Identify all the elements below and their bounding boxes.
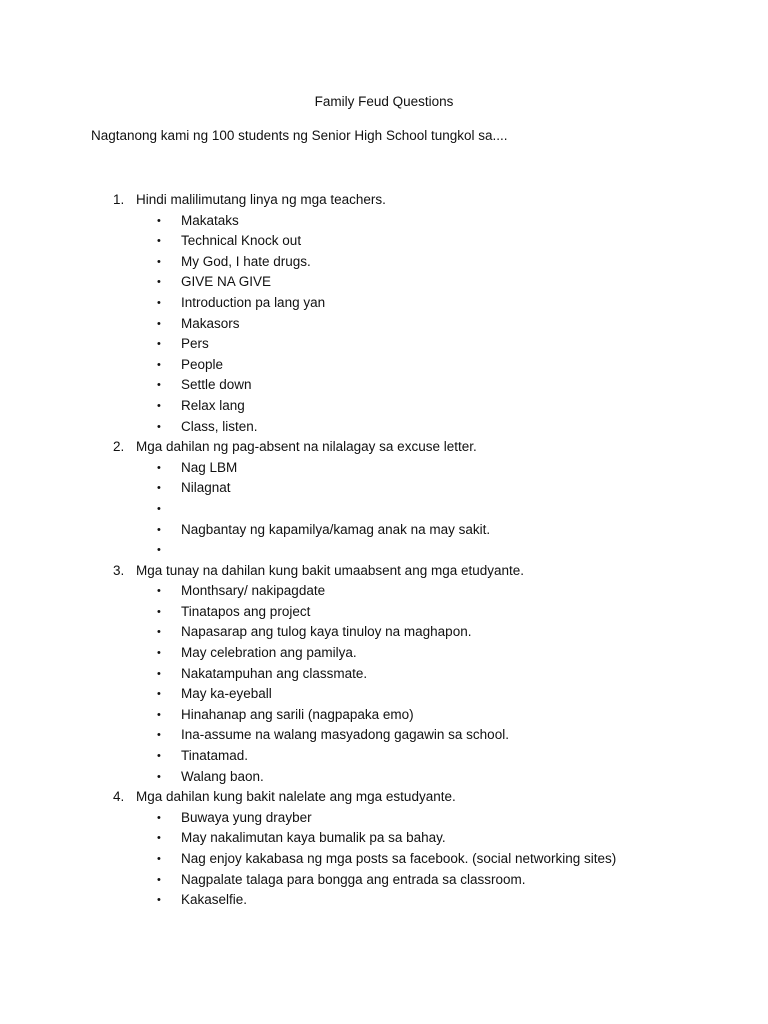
question-item	[0, 190, 768, 437]
answer-item	[0, 581, 768, 602]
question-list	[0, 190, 768, 911]
answer-item	[0, 684, 768, 705]
answer-item	[0, 478, 768, 499]
bullet-icon: •	[157, 667, 161, 680]
answer-text: Introduction pa lang yan	[181, 294, 326, 310]
answer-item	[0, 355, 768, 376]
answer-item	[0, 705, 768, 726]
bullet-icon: •	[157, 647, 161, 660]
bullet-icon: •	[157, 544, 161, 557]
bullet-icon: •	[157, 482, 161, 495]
answer-item	[0, 808, 768, 829]
answer-text: Technical Knock out	[181, 233, 302, 249]
answer-text: May ka-eyeball	[181, 686, 272, 702]
bullet-icon: •	[157, 461, 161, 474]
question-number: 3.	[113, 562, 125, 578]
answer-item	[0, 375, 768, 396]
answer-text: Pers	[181, 336, 209, 352]
bullet-icon: •	[157, 420, 161, 433]
answer-text: GIVE NA GIVE	[181, 274, 272, 290]
answer-item	[0, 643, 768, 664]
question-text: Mga dahilan kung bakit nalelate ang mga estudyante.	[136, 789, 456, 805]
question-item	[0, 787, 768, 911]
question-item	[0, 561, 768, 788]
answer-item	[0, 622, 768, 643]
answer-item	[0, 890, 768, 911]
answer-item	[0, 725, 768, 746]
answer-text: Tinatapos ang project	[181, 603, 311, 619]
question-line	[0, 437, 768, 458]
answer-item	[0, 293, 768, 314]
bullet-icon: •	[157, 317, 161, 330]
answer-list	[0, 458, 768, 561]
answer-item	[0, 211, 768, 232]
answer-text: Class, listen.	[181, 418, 258, 434]
bullet-icon: •	[157, 853, 161, 865]
answer-item	[0, 870, 768, 891]
bullet-icon: •	[157, 605, 161, 618]
answer-item	[0, 746, 768, 767]
bullet-icon: •	[157, 894, 161, 907]
answer-text: Makataks	[181, 212, 239, 228]
answer-text: Makasors	[181, 315, 240, 331]
bullet-icon: •	[157, 399, 161, 412]
answer-item	[0, 458, 768, 479]
question-line	[0, 190, 768, 211]
answer-item	[0, 252, 768, 273]
question-number: 4.	[113, 789, 125, 805]
question-line	[0, 561, 768, 582]
answer-text: Tinatamad.	[181, 748, 249, 764]
bullet-icon: •	[157, 873, 161, 886]
bullet-icon: •	[157, 585, 161, 598]
bullet-icon: •	[157, 729, 161, 742]
answer-text: Nakatampuhan ang classmate.	[181, 665, 368, 681]
answer-item	[0, 520, 768, 541]
answer-item	[0, 499, 768, 520]
answer-text: Nilagnat	[181, 480, 231, 496]
document-title: Family Feud Questions	[314, 94, 454, 109]
question-item	[0, 437, 768, 561]
answer-item	[0, 664, 768, 685]
bullet-icon: •	[157, 502, 161, 515]
answer-item	[0, 849, 768, 870]
answer-text: Nagbantay ng kapamilya/kamag anak na may sakit.	[181, 521, 491, 537]
bullet-icon: •	[157, 523, 161, 536]
answer-text: My God, I hate drugs.	[181, 253, 311, 269]
answer-item	[0, 231, 768, 252]
bullet-icon: •	[157, 214, 161, 227]
bullet-icon: •	[157, 770, 161, 783]
answer-text: Ina-assume na walang masyadong gagawin sa school.	[181, 727, 509, 743]
answer-text: May nakalimutan kaya bumalik pa sa bahay.	[181, 830, 446, 846]
answer-item	[0, 314, 768, 335]
question-text: Mga dahilan ng pag-absent na nilalagay sa excuse letter.	[136, 439, 477, 455]
bullet-icon: •	[157, 338, 161, 351]
document-intro: Nagtanong kami ng 100 students ng Senior High School tungkol sa....	[91, 128, 508, 143]
answer-item	[0, 828, 768, 849]
answer-text: Nagpalate talaga para bongga ang entrada sa classroom.	[181, 871, 526, 887]
bullet-icon: •	[157, 276, 161, 289]
bullet-icon: •	[157, 750, 161, 763]
bullet-icon: •	[157, 235, 161, 248]
bullet-icon: •	[157, 358, 161, 371]
answer-item	[0, 272, 768, 293]
bullet-icon: •	[157, 379, 161, 392]
question-number: 1.	[113, 192, 125, 207]
bullet-icon: •	[157, 832, 161, 845]
answer-text: May celebration ang pamilya.	[181, 645, 357, 661]
question-text: Hindi malilimutang linya ng mga teachers.	[136, 192, 386, 207]
answer-text: Nag enjoy kakabasa ng mga posts sa facebook. (social networking sites)	[181, 851, 617, 866]
answer-text: Hinahanap ang sarili (nagpapaka emo)	[181, 706, 414, 722]
answer-item	[0, 602, 768, 623]
bullet-icon: •	[157, 296, 161, 309]
answer-list	[0, 808, 768, 911]
bullet-icon: •	[157, 255, 161, 268]
bullet-icon: •	[157, 688, 161, 701]
answer-text: Napasarap ang tulog kaya tinuloy na maghapon.	[181, 624, 472, 640]
answer-text: Kakaselfie.	[181, 892, 248, 908]
answer-item	[0, 767, 768, 788]
bullet-icon: •	[157, 626, 161, 639]
answer-text: People	[181, 356, 224, 372]
answer-item	[0, 334, 768, 355]
answer-text: Relax lang	[181, 397, 245, 413]
answer-text: Walang baon.	[181, 768, 264, 784]
answer-text: Settle down	[181, 377, 252, 393]
bullet-icon: •	[157, 811, 161, 824]
question-number: 2.	[113, 439, 125, 455]
question-text: Mga tunay na dahilan kung bakit umaabsent ang mga etudyante.	[136, 562, 525, 578]
answer-text: Monthsary/ nakipagdate	[181, 583, 326, 599]
answer-list	[0, 581, 768, 787]
question-line	[0, 787, 768, 808]
answer-text: Nag LBM	[181, 459, 238, 475]
answer-item	[0, 396, 768, 417]
answer-item	[0, 540, 768, 561]
answer-item	[0, 417, 768, 438]
answer-list	[0, 211, 768, 438]
answer-text: Buwaya yung drayber	[181, 809, 312, 825]
bullet-icon: •	[157, 708, 161, 721]
